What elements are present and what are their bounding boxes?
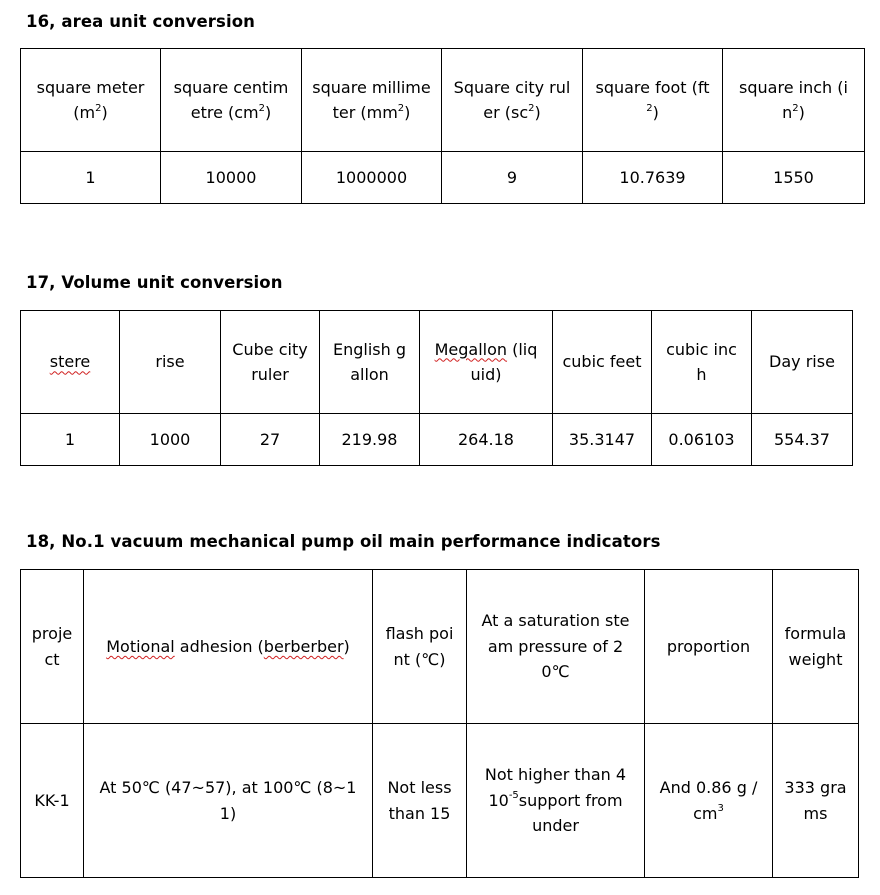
header-stere: stere bbox=[21, 311, 120, 414]
table-cell: 27 bbox=[221, 414, 320, 466]
pump-section-title: 18, No.1 vacuum mechanical pump oil main performance indicators bbox=[26, 532, 661, 551]
table-cell: 1550 bbox=[723, 152, 865, 204]
volume-conversion-table bbox=[20, 310, 853, 466]
header-rise: rise bbox=[120, 311, 221, 414]
table-cell: KK-1 bbox=[21, 724, 84, 878]
table-row bbox=[21, 152, 865, 204]
table-cell: Not less than 15 bbox=[373, 724, 467, 878]
header-megallon: Megallon (liq uid) bbox=[420, 311, 553, 414]
header-project: proje ct bbox=[21, 570, 84, 724]
table-row bbox=[21, 414, 853, 466]
header-square-inch: square inch (i $n^2$) bbox=[723, 49, 865, 152]
table-cell: Not higher than 4 $10^{-5}support$ from under bbox=[467, 724, 645, 878]
table-cell: 1000000 bbox=[302, 152, 442, 204]
table-header-row bbox=[21, 570, 859, 724]
table-cell: 333 gra ms bbox=[773, 724, 859, 878]
header-english-gallon: English g allon bbox=[320, 311, 420, 414]
table-cell: At 50℃ (47~57), at 100℃ (8~1 1) bbox=[84, 724, 373, 878]
pump-oil-table bbox=[20, 569, 859, 878]
table-cell: 1000 bbox=[120, 414, 221, 466]
table-cell: 264.18 bbox=[420, 414, 553, 466]
header-square-meter: square meter $(m^2)$ bbox=[21, 49, 161, 152]
header-square-city-ruler: Square city rul er $(sc^2)$ bbox=[442, 49, 583, 152]
area-conversion-table bbox=[20, 48, 865, 204]
table-cell: 35.3147 bbox=[553, 414, 652, 466]
header-proportion: proportion bbox=[645, 570, 773, 724]
area-section-title: 16, area unit conversion bbox=[26, 12, 256, 31]
table-cell: 0.06103 bbox=[652, 414, 752, 466]
header-square-centimetre: square centim etre $(cm^2)$ bbox=[161, 49, 302, 152]
table-header-row bbox=[21, 49, 865, 152]
header-flash-point: flash poi nt (℃) bbox=[373, 570, 467, 724]
table-row bbox=[21, 724, 859, 878]
header-cubic-inch: cubic inc h bbox=[652, 311, 752, 414]
table-cell: 10.7639 bbox=[583, 152, 723, 204]
header-square-millimeter: square millime ter $(mm^2)$ bbox=[302, 49, 442, 152]
header-saturation-pressure: At a saturation ste am pressure of 2 0℃ bbox=[467, 570, 645, 724]
header-motional-adhesion: Motional adhesion (berberber) bbox=[84, 570, 373, 724]
table-cell: 1 bbox=[21, 414, 120, 466]
table-cell: 9 bbox=[442, 152, 583, 204]
header-cube-city-ruler: Cube city ruler bbox=[221, 311, 320, 414]
table-header-row bbox=[21, 311, 853, 414]
table-cell: 10000 bbox=[161, 152, 302, 204]
table-cell: 219.98 bbox=[320, 414, 420, 466]
volume-section-title: 17, Volume unit conversion bbox=[26, 273, 283, 292]
header-formula-weight: formula weight bbox=[773, 570, 859, 724]
header-square-foot: square foot (ft $^2$) bbox=[583, 49, 723, 152]
table-cell: 554.37 bbox=[752, 414, 853, 466]
header-day-rise: Day rise bbox=[752, 311, 853, 414]
table-cell: And 0.86 g / $cm^3$ bbox=[645, 724, 773, 878]
header-cubic-feet: cubic feet bbox=[553, 311, 652, 414]
table-cell: 1 bbox=[21, 152, 161, 204]
